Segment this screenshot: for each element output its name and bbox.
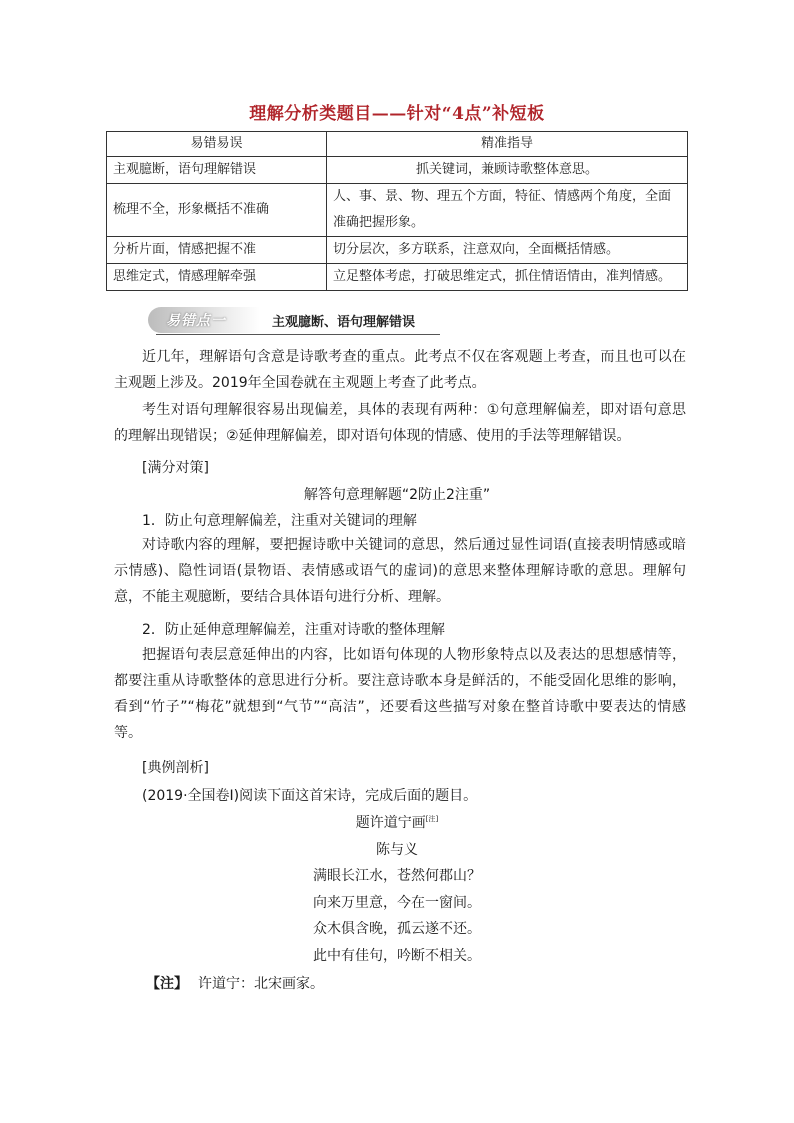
poem-note-mark: [注] bbox=[425, 815, 439, 823]
strategy-1-title: 1．防止句意理解偏差，注重对关键词的理解 bbox=[142, 513, 417, 529]
strategy-2-title: 2．防止延伸意理解偏差，注重对诗歌的整体理解 bbox=[142, 622, 445, 638]
table-row bbox=[107, 237, 688, 264]
table-row bbox=[107, 157, 688, 184]
table-cell-guidance: 切分层次，多方联系，注意双向，全面概括情感。 bbox=[327, 237, 688, 264]
table-row bbox=[107, 184, 688, 237]
poem-title bbox=[0, 812, 794, 832]
table-header-row bbox=[107, 132, 688, 157]
error-description-paragraph: 考生对语句理解很容易出现偏差，具体的表现有两种：①句意理解偏差，即对语句意思的理解出现错误；②延伸理解偏差，即对语句体现的情感、使用的手法等理解错误。 bbox=[114, 402, 686, 444]
table-header-guidance: 精准指导 bbox=[327, 132, 688, 157]
poem-line: 此中有佳句，吟断不相关。 bbox=[313, 948, 481, 964]
poem-author: 陈与义 bbox=[376, 842, 418, 858]
page-title: 理解分析类题目——针对“4点”补短板 bbox=[249, 104, 545, 124]
table-cell-error: 分析片面，情感把握不准 bbox=[107, 237, 327, 264]
poem-title-text: 题许道宁画 bbox=[355, 815, 426, 831]
table-cell-error: 主观臆断，语句理解错误 bbox=[107, 157, 327, 184]
footnote bbox=[146, 973, 324, 993]
banner-tag-label: 易错点一 bbox=[166, 313, 226, 329]
table-cell-guidance: 抓关键词，兼顾诗歌整体意思。 bbox=[327, 157, 688, 184]
example-label: [典例剖析] bbox=[142, 760, 209, 776]
table-cell-guidance: 立足整体考虑，打破思维定式，抓住情语情由，准判情感。 bbox=[327, 264, 688, 291]
poem-line: 满眼长江水，苍然何郡山？ bbox=[313, 868, 481, 884]
strategy-title: 解答句意理解题“2防止2注重” bbox=[303, 487, 491, 503]
error-guide-table bbox=[106, 131, 688, 291]
table-cell-guidance: 人、事、景、物、理五个方面，特征、情感两个角度，全面准确把握形象。 bbox=[327, 184, 688, 237]
footnote-text: 许道宁：北宋画家。 bbox=[198, 976, 324, 992]
poem-line: 向来万里意，今在一窗间。 bbox=[313, 895, 481, 911]
section-banner bbox=[148, 305, 440, 335]
banner-underline bbox=[156, 334, 440, 335]
footnote-label: 【注】 bbox=[146, 976, 188, 992]
banner-heading: 主观臆断、语句理解错误 bbox=[272, 315, 416, 330]
intro-paragraph: 近几年，理解语句含意是诗歌考查的重点。此考点不仅在客观题上考查，而且也可以在主观题上涉及。2019年全国卷就在主观题上考查了此考点。 bbox=[114, 349, 686, 391]
table-row bbox=[107, 264, 688, 291]
strategy-label: [满分对策] bbox=[142, 460, 209, 476]
example-intro: (2019·全国卷Ⅰ)阅读下面这首宋诗，完成后面的题目。 bbox=[142, 788, 478, 804]
poem-line: 众木俱含晚，孤云遂不还。 bbox=[313, 921, 481, 937]
table-cell-error: 梳理不全，形象概括不准确 bbox=[107, 184, 327, 237]
banner-tag bbox=[148, 307, 260, 333]
table-header-errors: 易错易误 bbox=[107, 132, 327, 157]
table-cell-error: 思维定式，情感理解牵强 bbox=[107, 264, 327, 291]
strategy-1-body: 对诗歌内容的理解，要把握诗歌中关键词的意思，然后通过显性词语(直接表明情感或暗示情感)、隐性词语(景物语、表情感或语气的虚词)的意思来整体理解诗歌的意思。理解句意，不能主观臆断，要结合具体语句进行分析、理解。 bbox=[114, 537, 686, 605]
strategy-2-body: 把握语句表层意延伸出的内容，比如语句体现的人物形象特点以及表达的思想感情等，都要注重从诗歌整体的意思进行分析。要注意诗歌本身是鲜活的，不能受固化思维的影响，看到“竹子”“梅花”就想到“气节”“高洁”，还要看这些描写对象在整首诗歌中要表达的情感等。 bbox=[114, 647, 686, 741]
